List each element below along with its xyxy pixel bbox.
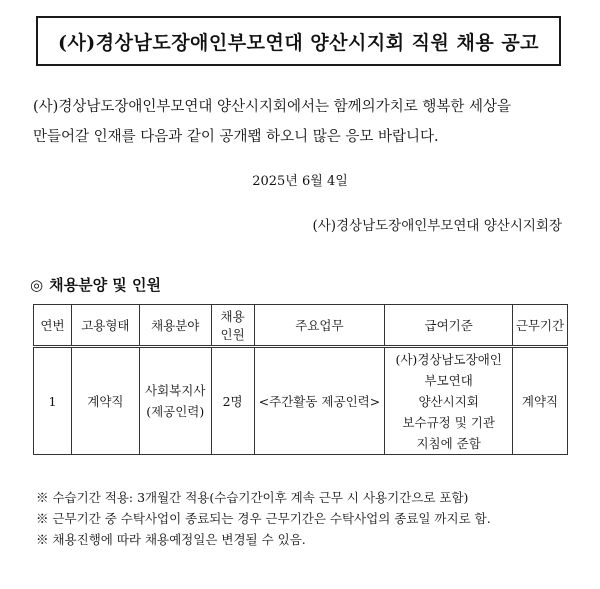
- double-circle-icon: ◎: [30, 276, 44, 294]
- cell-pay: [385, 347, 513, 455]
- header-count: [211, 305, 254, 347]
- header-count-line2: 인원: [220, 327, 245, 342]
- header-pay: 급여기준: [385, 305, 513, 347]
- note-item: ※ 수습기간 적용: 3개월간 적용(수습기간이후 계속 근무 시 사용기간으로 포함): [36, 490, 469, 505]
- cell-no: 1: [34, 347, 72, 455]
- recruitment-table: [33, 304, 568, 455]
- table-row: [34, 347, 568, 455]
- header-no: 연번: [34, 305, 72, 347]
- cell-period: 계약직: [513, 347, 568, 455]
- cell-pay-line2: 부모연대: [424, 372, 473, 388]
- cell-field-line1: 사회복지사: [145, 383, 206, 398]
- cell-field-line2: (제공인력): [146, 404, 205, 419]
- header-duty: 주요업무: [254, 305, 385, 347]
- header-field: 채용분야: [139, 305, 211, 347]
- cell-pay-line1: (사)경상남도장애인: [395, 351, 502, 367]
- cell-duty: <주간활동 제공인력>: [254, 347, 385, 455]
- note-item: ※ 근무기간 중 수탁사업이 종료되는 경우 근무기간은 수탁사업의 종료일 까지로 함.: [36, 511, 491, 526]
- header-count-line1: 채용: [220, 309, 245, 324]
- intro-line-2: 만들어갈 인재를 다음과 같이 공개뫱 하오니 많은 응모 바랍니다.: [33, 129, 439, 145]
- intro-line-1: (사)경상남도장애인부모연대 양산시지회에서는 함께의가치로 행복한 세상을: [33, 99, 511, 115]
- signer: (사)경상남도장애인부모연대 양산시지회장: [312, 218, 562, 234]
- cell-pay-line4: 보수규정 및 기관: [402, 414, 495, 430]
- header-type: 고용형태: [71, 305, 139, 347]
- notice-date: 2025년 6월 4일: [252, 174, 348, 189]
- header-period: 근무기간: [513, 305, 568, 347]
- note-item: ※ 채용진행에 따라 채용예정일은 변경될 수 있음.: [36, 532, 306, 547]
- section-heading-text: 채용분양 및 인원: [49, 276, 161, 294]
- cell-pay-line3: 양산시지회: [418, 393, 479, 409]
- cell-pay-line5: 지침에 준함: [416, 435, 481, 451]
- cell-field: [139, 347, 211, 455]
- intro-paragraph: [33, 92, 573, 152]
- cell-count: 2명: [211, 347, 254, 455]
- table-header-row: [34, 305, 568, 347]
- cell-type: 계약직: [71, 347, 139, 455]
- notice-title: (사)경상남도장애인부모연대 양산시지회 직원 채용 공고: [36, 16, 561, 66]
- notes: [36, 487, 491, 550]
- section-heading: [30, 274, 161, 295]
